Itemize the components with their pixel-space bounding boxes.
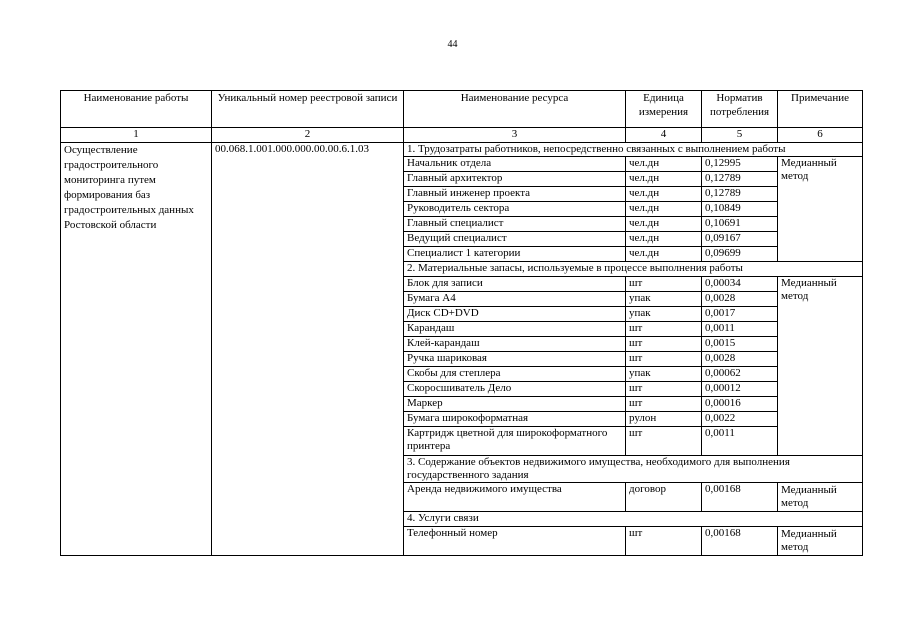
column-number-row	[61, 128, 863, 143]
header-work-name: Наименование работы	[61, 91, 212, 128]
resource-name: Ведущий специалист	[404, 232, 626, 247]
unit-cell: упак	[626, 367, 702, 382]
resource-name: Главный инженер проекта	[404, 187, 626, 202]
unit-cell: чел.дн	[626, 232, 702, 247]
section-title-row	[61, 143, 863, 157]
resource-name: Клей-карандаш	[404, 337, 626, 352]
note-cell: Медианный метод	[778, 277, 863, 456]
unit-cell: договор	[626, 483, 702, 512]
resource-name: Ручка шариковая	[404, 352, 626, 367]
unit-cell: упак	[626, 292, 702, 307]
unit-cell: шт	[626, 397, 702, 412]
column-number: 1	[61, 128, 212, 143]
norm-cell: 0,12995	[702, 157, 778, 172]
unit-cell: чел.дн	[626, 202, 702, 217]
norm-cell: 0,0017	[702, 307, 778, 322]
norm-cell: 0,00016	[702, 397, 778, 412]
table-header-row	[61, 91, 863, 128]
resource-name: Скобы для степлера	[404, 367, 626, 382]
note-cell: Медианный метод	[778, 157, 863, 262]
unit-cell: чел.дн	[626, 187, 702, 202]
unit-cell: чел.дн	[626, 217, 702, 232]
norm-cell: 0,09699	[702, 247, 778, 262]
resource-name: Карандаш	[404, 322, 626, 337]
norm-cell: 0,09167	[702, 232, 778, 247]
norm-cell: 0,00168	[702, 527, 778, 556]
unit-cell: шт	[626, 322, 702, 337]
norm-cell: 0,0011	[702, 427, 778, 456]
norm-cell: 0,0015	[702, 337, 778, 352]
section-title: 2. Материальные запасы, используемые в процессе выполнения работы	[404, 262, 863, 277]
norm-cell: 0,00034	[702, 277, 778, 292]
norm-cell: 0,12789	[702, 172, 778, 187]
norms-table	[60, 90, 863, 556]
resource-name: Главный специалист	[404, 217, 626, 232]
header-norm: Норматив потребления	[702, 91, 778, 128]
unit-cell: шт	[626, 427, 702, 456]
resource-name: Бумага А4	[404, 292, 626, 307]
note-cell: Медианный метод	[778, 483, 863, 512]
column-number: 3	[404, 128, 626, 143]
unit-cell: чел.дн	[626, 157, 702, 172]
note-cell: Медианный метод	[778, 527, 863, 556]
norm-cell: 0,12789	[702, 187, 778, 202]
unit-cell: шт	[626, 337, 702, 352]
unit-cell: шт	[626, 382, 702, 397]
resource-name: Скоросшиватель Дело	[404, 382, 626, 397]
header-note: Примечание	[778, 91, 863, 128]
norm-cell: 0,10691	[702, 217, 778, 232]
section-title: 4. Услуги связи	[404, 512, 863, 527]
unit-cell: чел.дн	[626, 247, 702, 262]
norm-cell: 0,00062	[702, 367, 778, 382]
resource-name: Начальник отдела	[404, 157, 626, 172]
unit-cell: упак	[626, 307, 702, 322]
unit-cell: шт	[626, 352, 702, 367]
norm-cell: 0,0028	[702, 352, 778, 367]
column-number: 6	[778, 128, 863, 143]
resource-name: Специалист 1 категории	[404, 247, 626, 262]
resource-name: Аренда недвижимого имущества	[404, 483, 626, 512]
unit-cell: рулон	[626, 412, 702, 427]
work-name-cell: Осуществление градостроительного мониторинга путем формирования баз градостроительных данных Ростовской области	[61, 143, 212, 556]
resource-name: Руководитель сектора	[404, 202, 626, 217]
header-unit: Единица измерения	[626, 91, 702, 128]
column-number: 2	[212, 128, 404, 143]
column-number: 4	[626, 128, 702, 143]
norm-cell: 0,0011	[702, 322, 778, 337]
resource-name: Блок для записи	[404, 277, 626, 292]
resource-name: Телефонный номер	[404, 527, 626, 556]
page-number: 44	[447, 39, 458, 50]
resource-name: Главный архитектор	[404, 172, 626, 187]
resource-name: Диск CD+DVD	[404, 307, 626, 322]
column-number: 5	[702, 128, 778, 143]
unit-cell: шт	[626, 527, 702, 556]
resource-name: Бумага широкоформатная	[404, 412, 626, 427]
section-title: 3. Содержание объектов недвижимого имущества, необходимого для выполнения государственного задания	[404, 456, 863, 483]
registry-number-cell: 00.068.1.001.000.000.00.00.6.1.03	[212, 143, 404, 556]
header-resource-name: Наименование ресурса	[404, 91, 626, 128]
norm-cell: 0,00168	[702, 483, 778, 512]
norm-cell: 0,00012	[702, 382, 778, 397]
norm-cell: 0,0022	[702, 412, 778, 427]
norm-cell: 0,0028	[702, 292, 778, 307]
resource-name: Маркер	[404, 397, 626, 412]
unit-cell: чел.дн	[626, 172, 702, 187]
unit-cell: шт	[626, 277, 702, 292]
norm-cell: 0,10849	[702, 202, 778, 217]
resource-name: Картридж цветной для широкоформатного принтера	[404, 427, 626, 456]
section-title: 1. Трудозатраты работников, непосредственно связанных с выполнением работы	[404, 143, 863, 157]
header-registry-number: Уникальный номер реестровой записи	[212, 91, 404, 128]
